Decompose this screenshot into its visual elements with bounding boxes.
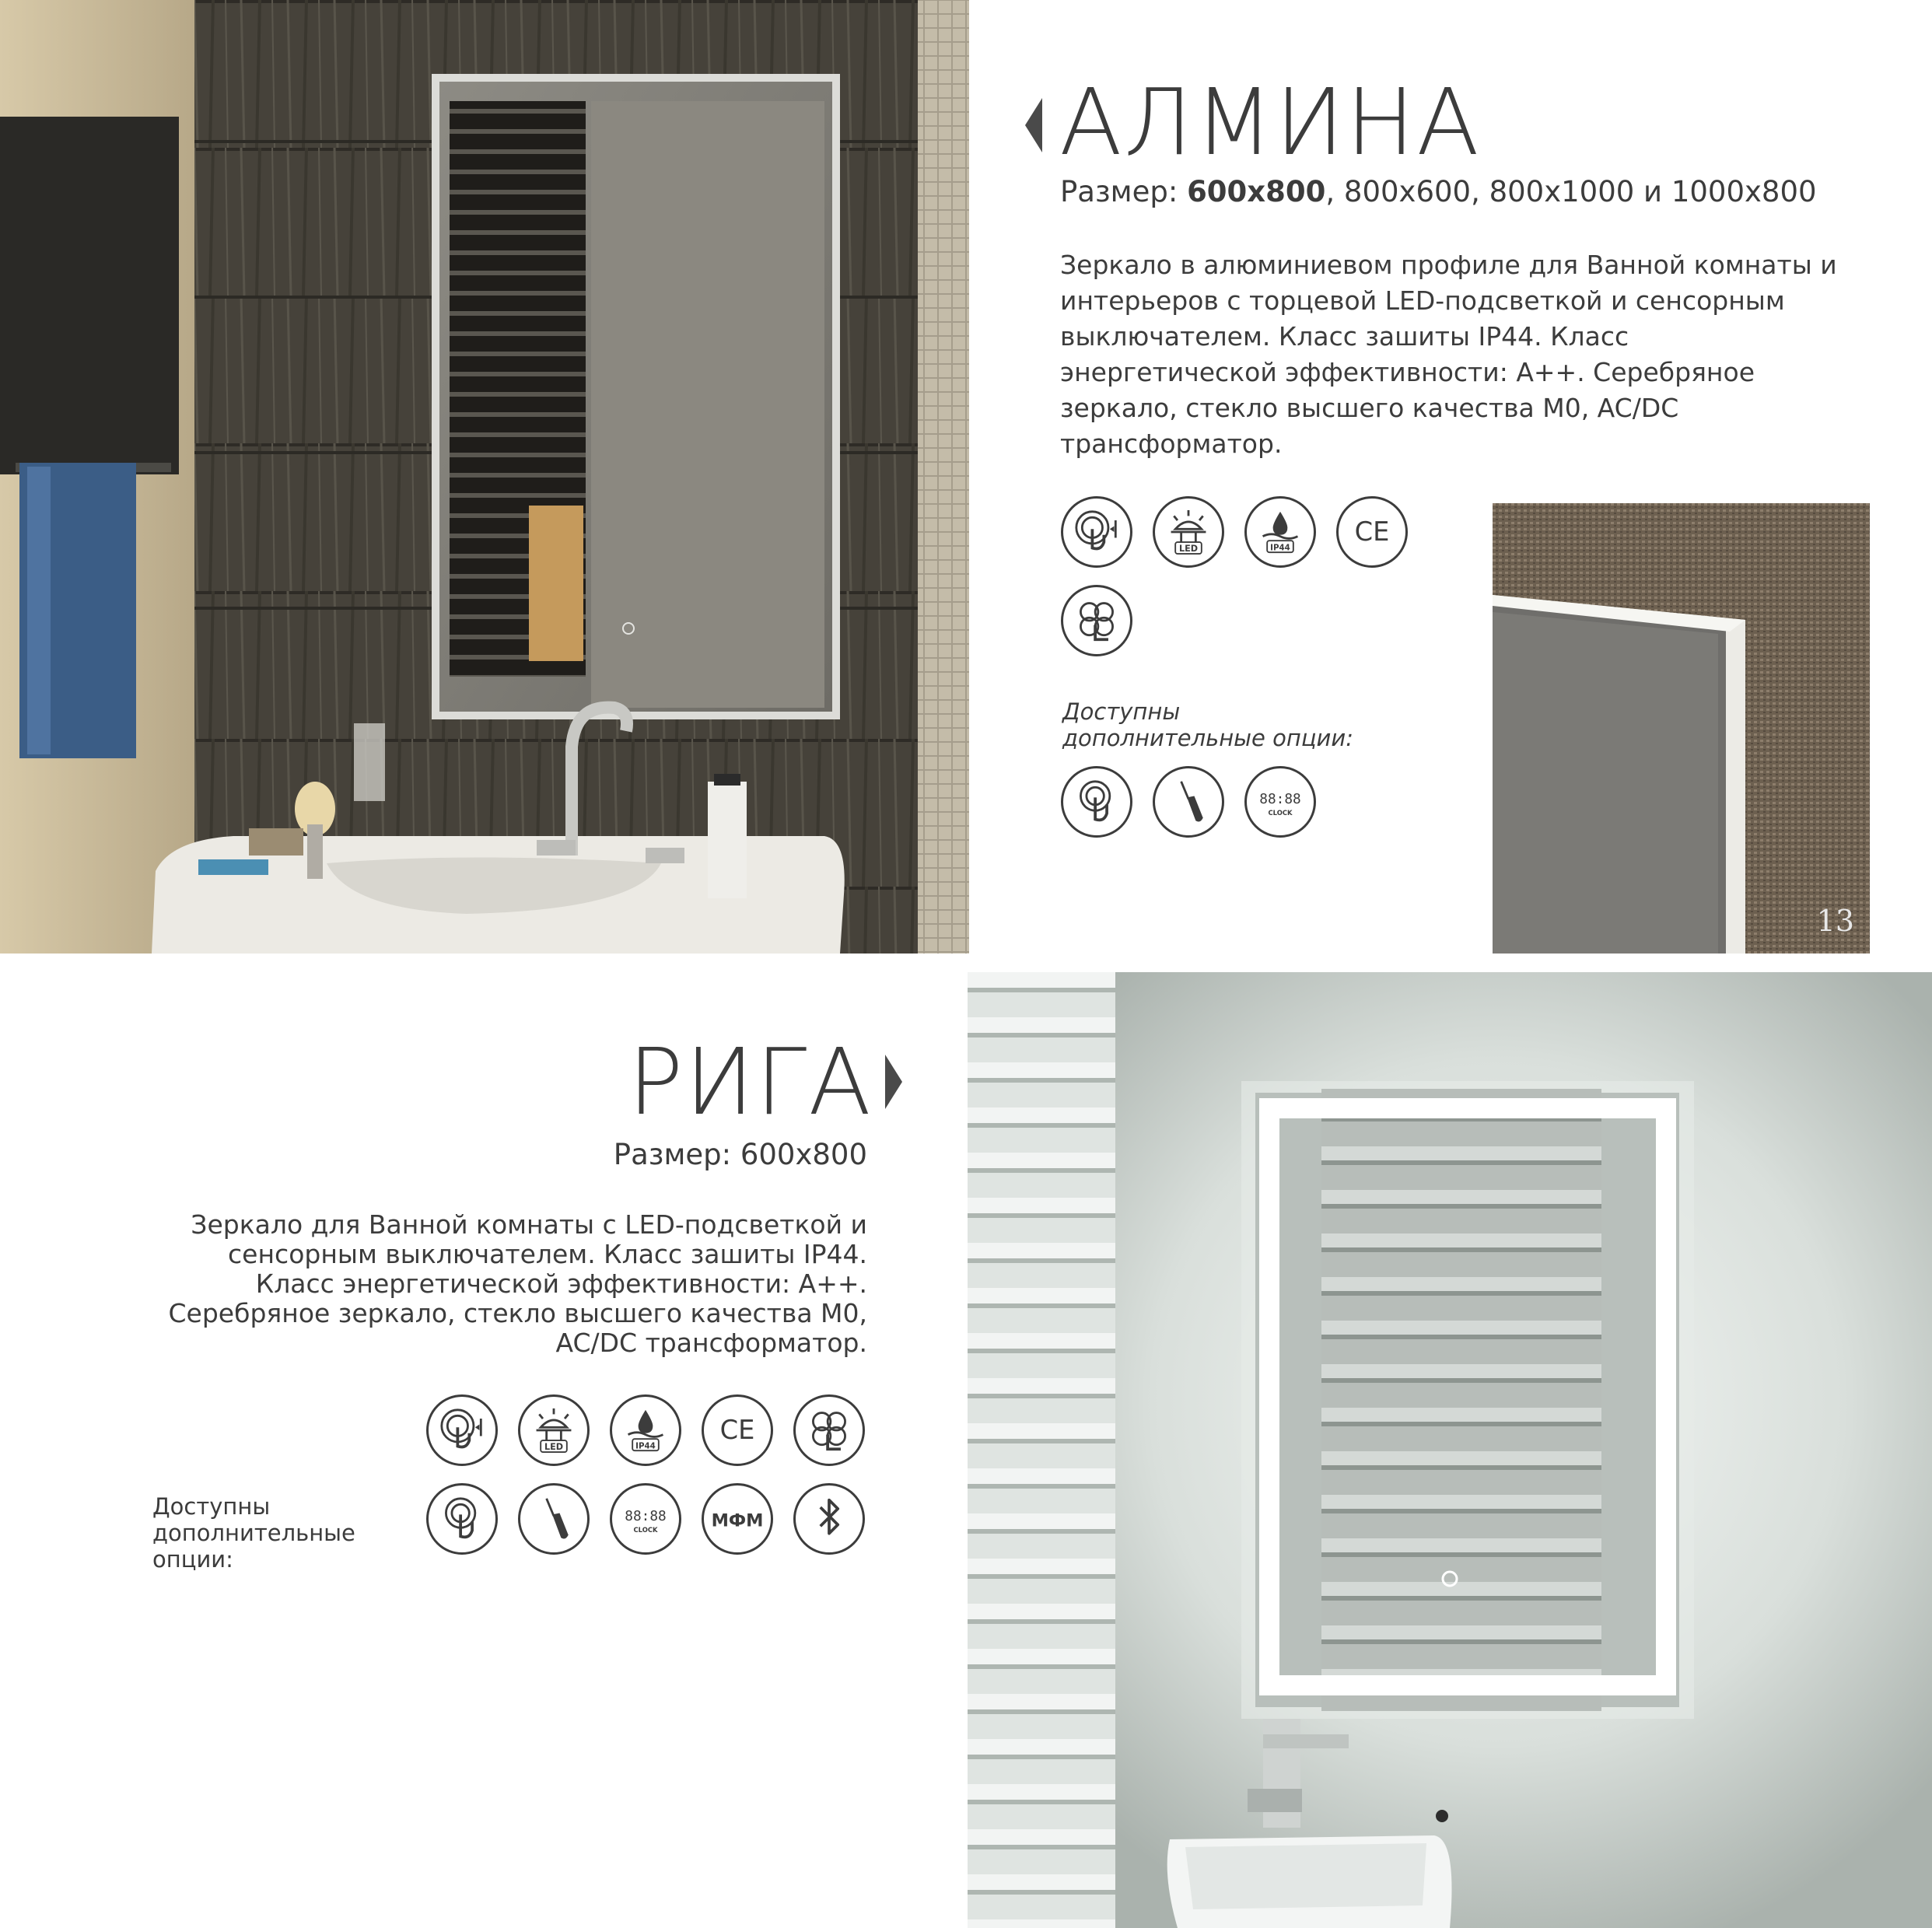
touch-sensor-icon bbox=[426, 1394, 498, 1466]
mfm-icon bbox=[702, 1483, 773, 1555]
almina-size-label: Размер: bbox=[1060, 175, 1188, 208]
screwdriver-icon bbox=[1153, 766, 1224, 838]
clock-icon bbox=[610, 1483, 681, 1555]
almina-size-rest: , 800х600, 800х1000 и 1000х800 bbox=[1325, 175, 1817, 208]
almina-options-label: Доступны дополнительные опции: bbox=[1062, 698, 1354, 751]
clock-icon-digits: 88:88 bbox=[625, 1508, 667, 1524]
ip44-icon-text: IP44 bbox=[635, 1441, 656, 1451]
mfm-icon-text: МФМ bbox=[711, 1510, 764, 1531]
bluetooth-icon bbox=[793, 1483, 865, 1555]
led-icon bbox=[518, 1394, 590, 1466]
riga-options-label: Доступны дополнительные опции: bbox=[152, 1493, 355, 1573]
almina-bathroom-photo bbox=[0, 0, 969, 954]
ip44-icon bbox=[610, 1394, 681, 1466]
ce-mark-text: CE bbox=[719, 1415, 755, 1446]
riga-size-line: Размер: 600х800 bbox=[613, 1138, 867, 1171]
led-icon bbox=[1153, 496, 1224, 568]
almina-page-number: 13 bbox=[1816, 904, 1854, 938]
clock-icon-label: CLOCK bbox=[633, 1525, 658, 1534]
clock-icon bbox=[1244, 766, 1316, 838]
led-icon-text: LED bbox=[544, 1442, 564, 1453]
almina-size-bold: 600х800 bbox=[1187, 175, 1326, 208]
almina-arrow-marker bbox=[1025, 98, 1042, 152]
almina-frame-detail-photo bbox=[1493, 503, 1870, 954]
touch-button-icon bbox=[426, 1483, 498, 1555]
ce-mark-icon bbox=[1336, 496, 1408, 568]
touch-button-icon bbox=[1061, 766, 1132, 838]
heating-fan-icon bbox=[1061, 585, 1132, 656]
almina-description: Зеркало в алюминиевом профиле для Ванной комнаты и интерьеров с торцевой LED-подсветкой и сенсорным выключателем. Класс зашиты IP44. Класс энергетической эффективности: А++. Серебряное зеркало, стекло высшего качества М0, AC/DC трансформатор. bbox=[1060, 250, 1837, 459]
screwdriver-icon bbox=[518, 1483, 590, 1555]
riga-description: Зеркало для Ванной комнаты с LED-подсветкой и сенсорным выключателем. Класс зашиты IP44. Класс энергетической эффективности: А++. Серебряное зеркало, стекло высшего качества М0, AC/DC трансформатор. bbox=[168, 1209, 867, 1358]
ce-mark-text: CE bbox=[1354, 516, 1390, 548]
almina-size-line bbox=[1060, 175, 1817, 208]
riga-arrow-marker bbox=[885, 1055, 902, 1109]
riga-bathroom-photo bbox=[968, 972, 1932, 1928]
heating-fan-icon bbox=[793, 1394, 865, 1466]
ce-mark-icon bbox=[702, 1394, 773, 1466]
touch-sensor-icon bbox=[1061, 496, 1132, 568]
led-icon-text: LED bbox=[1178, 544, 1199, 555]
clock-icon-digits: 88:88 bbox=[1259, 791, 1301, 807]
almina-title: АЛМИНА bbox=[1059, 68, 1481, 176]
ip44-icon-text: IP44 bbox=[1270, 543, 1290, 553]
riga-title: РИГА bbox=[628, 1028, 873, 1135]
clock-icon-label: CLOCK bbox=[1268, 808, 1293, 817]
ip44-icon bbox=[1244, 496, 1316, 568]
